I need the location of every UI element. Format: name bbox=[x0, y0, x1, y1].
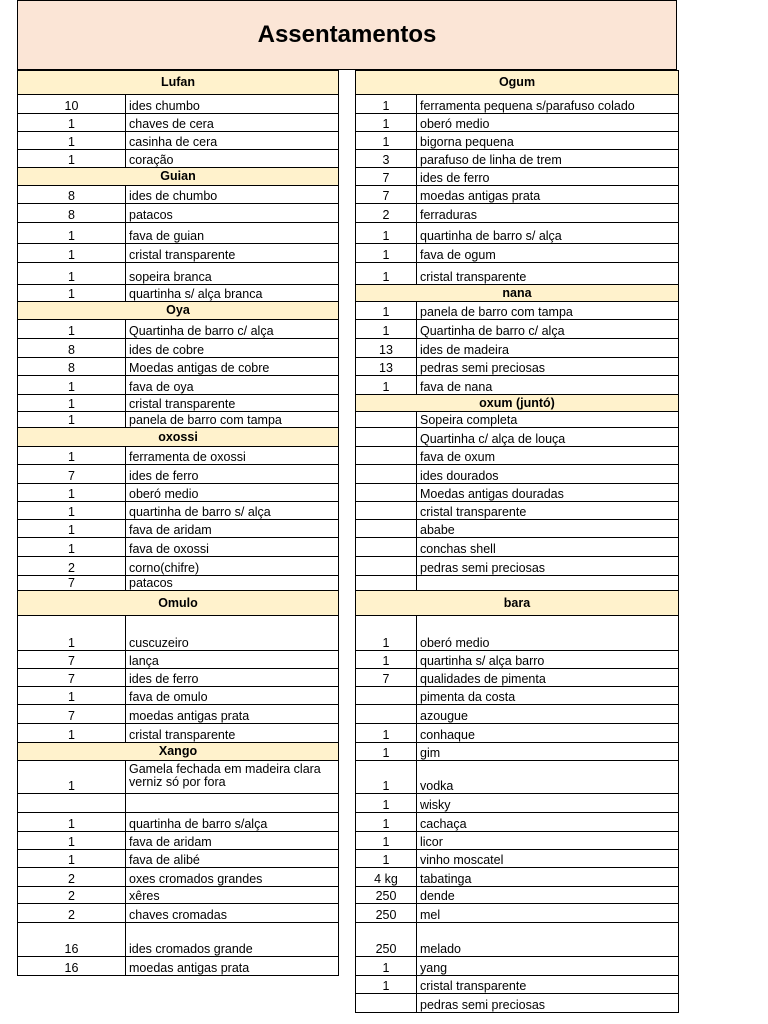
table-row bbox=[356, 976, 679, 994]
table-row bbox=[356, 794, 679, 813]
table-row bbox=[356, 616, 679, 651]
item-cell: panela de barro com tampa bbox=[126, 412, 339, 428]
table-row bbox=[18, 358, 339, 376]
item-cell: bigorna pequena bbox=[417, 132, 679, 150]
section-header-row bbox=[356, 591, 679, 616]
item-cell: pedras semi preciosas bbox=[417, 557, 679, 576]
quantity-cell: 13 bbox=[356, 339, 417, 358]
table-row bbox=[18, 923, 339, 957]
quantity-cell: 1 bbox=[18, 223, 126, 244]
item-cell: parafuso de linha de trem bbox=[417, 150, 679, 168]
table-row bbox=[18, 95, 339, 114]
item-cell: vinho moscatel bbox=[417, 850, 679, 868]
quantity-cell: 2 bbox=[18, 557, 126, 576]
table-row bbox=[18, 616, 339, 651]
table-row bbox=[356, 244, 679, 263]
table-row bbox=[18, 244, 339, 263]
section-header-row bbox=[18, 168, 339, 186]
quantity-cell: 1 bbox=[18, 761, 126, 794]
item-cell: Sopeira completa bbox=[417, 412, 679, 428]
table-row bbox=[18, 223, 339, 244]
table-row bbox=[18, 904, 339, 923]
quantity-cell: 1 bbox=[18, 832, 126, 850]
table-row bbox=[356, 339, 679, 358]
item-cell: patacos bbox=[126, 576, 339, 591]
table-row bbox=[18, 832, 339, 850]
item-cell: yang bbox=[417, 957, 679, 976]
quantity-cell bbox=[356, 994, 417, 1013]
quantity-cell: 1 bbox=[356, 223, 417, 244]
item-cell: pedras semi preciosas bbox=[417, 994, 679, 1013]
quantity-cell: 1 bbox=[356, 263, 417, 285]
quantity-cell bbox=[356, 705, 417, 724]
item-cell: conchas shell bbox=[417, 538, 679, 557]
quantity-cell: 1 bbox=[18, 285, 126, 302]
table-row bbox=[356, 994, 679, 1013]
page-title: Assentamentos bbox=[17, 0, 677, 70]
quantity-cell: 250 bbox=[356, 887, 417, 904]
table-row bbox=[18, 669, 339, 687]
table-row bbox=[18, 114, 339, 132]
table-row bbox=[356, 223, 679, 244]
table-row bbox=[356, 204, 679, 223]
quantity-cell: 1 bbox=[356, 302, 417, 320]
item-cell: fava de oxossi bbox=[126, 538, 339, 557]
section-header-row bbox=[18, 743, 339, 761]
quantity-cell: 2 bbox=[356, 204, 417, 223]
table-row bbox=[18, 320, 339, 339]
item-cell: ides de cobre bbox=[126, 339, 339, 358]
item-cell: ides dourados bbox=[417, 465, 679, 484]
table-row bbox=[18, 651, 339, 669]
item-cell: fava de guian bbox=[126, 223, 339, 244]
quantity-cell: 1 bbox=[356, 244, 417, 263]
quantity-cell: 1 bbox=[356, 794, 417, 813]
table-row bbox=[18, 204, 339, 223]
table-row bbox=[356, 832, 679, 850]
quantity-cell bbox=[356, 412, 417, 428]
table-row bbox=[18, 447, 339, 465]
section-header: Lufan bbox=[18, 71, 339, 95]
table-row bbox=[18, 887, 339, 904]
table-row bbox=[356, 376, 679, 395]
section-header: Guian bbox=[18, 168, 339, 186]
quantity-cell bbox=[356, 447, 417, 465]
item-cell: patacos bbox=[126, 204, 339, 223]
item-cell: ferramenta pequena s/parafuso colado bbox=[417, 95, 679, 114]
table-row bbox=[356, 484, 679, 502]
item-cell: Moedas antigas de cobre bbox=[126, 358, 339, 376]
table-row bbox=[18, 285, 339, 302]
table-row bbox=[356, 150, 679, 168]
item-cell: coração bbox=[126, 150, 339, 168]
table-row bbox=[18, 850, 339, 868]
table-row bbox=[356, 186, 679, 204]
quantity-cell: 1 bbox=[18, 616, 126, 651]
section-header-row bbox=[18, 302, 339, 320]
quantity-cell: 250 bbox=[356, 923, 417, 957]
table-row bbox=[356, 412, 679, 428]
quantity-cell: 13 bbox=[356, 358, 417, 376]
table-row bbox=[18, 186, 339, 204]
quantity-cell: 1 bbox=[356, 114, 417, 132]
quantity-cell: 8 bbox=[18, 339, 126, 358]
item-cell: lança bbox=[126, 651, 339, 669]
quantity-cell bbox=[356, 520, 417, 538]
quantity-cell: 1 bbox=[18, 376, 126, 395]
quantity-cell: 7 bbox=[356, 186, 417, 204]
quantity-cell: 1 bbox=[356, 743, 417, 761]
item-cell: wisky bbox=[417, 794, 679, 813]
table-row bbox=[18, 705, 339, 724]
table-row bbox=[356, 263, 679, 285]
item-cell: gim bbox=[417, 743, 679, 761]
item-cell: moedas antigas prata bbox=[126, 957, 339, 976]
item-cell: quartinha s/ alça barro bbox=[417, 651, 679, 669]
quantity-cell: 2 bbox=[18, 868, 126, 887]
quantity-cell: 7 bbox=[18, 669, 126, 687]
table-row bbox=[356, 320, 679, 339]
quantity-cell: 7 bbox=[18, 651, 126, 669]
quantity-cell bbox=[356, 484, 417, 502]
section-header-row bbox=[356, 395, 679, 412]
item-cell: xêres bbox=[126, 887, 339, 904]
item-cell: cristal transparente bbox=[417, 502, 679, 520]
table-row bbox=[356, 95, 679, 114]
item-cell: ferraduras bbox=[417, 204, 679, 223]
section-header: Oya bbox=[18, 302, 339, 320]
item-cell: qualidades de pimenta bbox=[417, 669, 679, 687]
quantity-cell: 1 bbox=[18, 724, 126, 743]
table-row bbox=[18, 794, 339, 813]
quantity-cell: 1 bbox=[356, 320, 417, 339]
table-row bbox=[18, 465, 339, 484]
item-cell: vodka bbox=[417, 761, 679, 794]
item-cell: fava de ogum bbox=[417, 244, 679, 263]
table-row bbox=[18, 557, 339, 576]
quantity-cell: 1 bbox=[18, 263, 126, 285]
left-table bbox=[17, 70, 339, 976]
quantity-cell: 8 bbox=[18, 186, 126, 204]
item-cell: casinha de cera bbox=[126, 132, 339, 150]
table-row bbox=[356, 520, 679, 538]
quantity-cell: 1 bbox=[356, 976, 417, 994]
item-cell: sopeira branca bbox=[126, 263, 339, 285]
item-cell: Quartinha de barro c/ alça bbox=[417, 320, 679, 339]
quantity-cell: 7 bbox=[18, 705, 126, 724]
item-cell: Quartinha c/ alça de louça bbox=[417, 428, 679, 447]
quantity-cell bbox=[18, 794, 126, 813]
table-row bbox=[356, 502, 679, 520]
section-header-row bbox=[356, 285, 679, 302]
quantity-cell: 1 bbox=[18, 850, 126, 868]
item-cell: ides de madeira bbox=[417, 339, 679, 358]
section-header: nana bbox=[356, 285, 679, 302]
table-row bbox=[356, 904, 679, 923]
item-cell: fava de nana bbox=[417, 376, 679, 395]
item-cell: moedas antigas prata bbox=[126, 705, 339, 724]
quantity-cell: 1 bbox=[18, 538, 126, 557]
item-cell: chaves cromadas bbox=[126, 904, 339, 923]
table-row bbox=[356, 687, 679, 705]
table-row bbox=[356, 868, 679, 887]
table-row bbox=[356, 923, 679, 957]
quantity-cell: 16 bbox=[18, 923, 126, 957]
item-cell: panela de barro com tampa bbox=[417, 302, 679, 320]
quantity-cell: 1 bbox=[18, 244, 126, 263]
quantity-cell: 1 bbox=[356, 957, 417, 976]
quantity-cell: 1 bbox=[356, 651, 417, 669]
table-row bbox=[356, 447, 679, 465]
quantity-cell: 1 bbox=[18, 132, 126, 150]
quantity-cell: 1 bbox=[18, 447, 126, 465]
quantity-cell: 1 bbox=[18, 520, 126, 538]
item-cell: oxes cromados grandes bbox=[126, 868, 339, 887]
quantity-cell: 10 bbox=[18, 95, 126, 114]
item-cell: fava de alibé bbox=[126, 850, 339, 868]
table-row bbox=[356, 887, 679, 904]
quantity-cell: 1 bbox=[356, 761, 417, 794]
table-row bbox=[18, 484, 339, 502]
table-row bbox=[356, 114, 679, 132]
table-row bbox=[18, 412, 339, 428]
item-cell: fava de omulo bbox=[126, 687, 339, 705]
quantity-cell bbox=[356, 557, 417, 576]
quantity-cell bbox=[356, 428, 417, 447]
table-row bbox=[356, 576, 679, 591]
item-cell: ides de ferro bbox=[126, 669, 339, 687]
section-header-row bbox=[356, 71, 679, 95]
item-cell: ides de ferro bbox=[126, 465, 339, 484]
quantity-cell: 1 bbox=[18, 813, 126, 832]
item-cell: moedas antigas prata bbox=[417, 186, 679, 204]
quantity-cell bbox=[356, 465, 417, 484]
table-row bbox=[356, 705, 679, 724]
item-cell: ides de ferro bbox=[417, 168, 679, 186]
item-cell: cristal transparente bbox=[126, 395, 339, 412]
quantity-cell: 1 bbox=[18, 150, 126, 168]
table-row bbox=[356, 428, 679, 447]
item-cell: melado bbox=[417, 923, 679, 957]
table-row bbox=[18, 395, 339, 412]
item-cell: Quartinha de barro c/ alça bbox=[126, 320, 339, 339]
item-cell: cristal transparente bbox=[126, 244, 339, 263]
table-row bbox=[356, 761, 679, 794]
quantity-cell: 7 bbox=[356, 168, 417, 186]
item-cell: oberó medio bbox=[126, 484, 339, 502]
quantity-cell: 3 bbox=[356, 150, 417, 168]
table-row bbox=[18, 263, 339, 285]
quantity-cell bbox=[356, 538, 417, 557]
section-header-row bbox=[18, 591, 339, 616]
item-cell: cuscuzeiro bbox=[126, 616, 339, 651]
item-cell: ides cromados grande bbox=[126, 923, 339, 957]
table-row bbox=[356, 957, 679, 976]
item-cell: pedras semi preciosas bbox=[417, 358, 679, 376]
table-row bbox=[18, 376, 339, 395]
quantity-cell: 1 bbox=[356, 813, 417, 832]
quantity-cell: 1 bbox=[356, 132, 417, 150]
section-header: Ogum bbox=[356, 71, 679, 95]
item-cell: cristal transparente bbox=[126, 724, 339, 743]
item-cell: pimenta da costa bbox=[417, 687, 679, 705]
quantity-cell: 1 bbox=[356, 724, 417, 743]
quantity-cell bbox=[356, 687, 417, 705]
table-row bbox=[356, 669, 679, 687]
item-cell: ferramenta de oxossi bbox=[126, 447, 339, 465]
quantity-cell: 8 bbox=[18, 358, 126, 376]
item-cell: quartinha s/ alça branca bbox=[126, 285, 339, 302]
table-row bbox=[18, 813, 339, 832]
item-cell bbox=[126, 794, 339, 813]
section-header-row bbox=[18, 71, 339, 95]
item-cell: fava de oxum bbox=[417, 447, 679, 465]
item-cell: cristal transparente bbox=[417, 263, 679, 285]
section-header: Omulo bbox=[18, 591, 339, 616]
table-row bbox=[356, 358, 679, 376]
quantity-cell: 1 bbox=[356, 850, 417, 868]
item-cell: corno(chifre) bbox=[126, 557, 339, 576]
table-row bbox=[18, 761, 339, 794]
item-cell: quartinha de barro s/ alça bbox=[417, 223, 679, 244]
item-cell bbox=[417, 576, 679, 591]
item-cell: quartinha de barro s/ alça bbox=[126, 502, 339, 520]
section-header: oxum (juntó) bbox=[356, 395, 679, 412]
quantity-cell: 7 bbox=[18, 576, 126, 591]
table-row bbox=[356, 132, 679, 150]
quantity-cell: 8 bbox=[18, 204, 126, 223]
table-row bbox=[18, 520, 339, 538]
table-row bbox=[18, 868, 339, 887]
section-header: bara bbox=[356, 591, 679, 616]
table-row bbox=[356, 168, 679, 186]
table-row bbox=[356, 302, 679, 320]
table-row bbox=[18, 132, 339, 150]
table-row bbox=[18, 538, 339, 557]
table-row bbox=[18, 502, 339, 520]
item-cell: ides chumbo bbox=[126, 95, 339, 114]
item-cell: ides de chumbo bbox=[126, 186, 339, 204]
table-row bbox=[356, 465, 679, 484]
table-row bbox=[18, 339, 339, 358]
item-cell: oberó medio bbox=[417, 114, 679, 132]
item-cell: Gamela fechada em madeira clara verniz só por fora bbox=[126, 761, 339, 794]
item-cell: ababe bbox=[417, 520, 679, 538]
table-row bbox=[18, 687, 339, 705]
quantity-cell: 4 kg bbox=[356, 868, 417, 887]
item-cell: quartinha de barro s/alça bbox=[126, 813, 339, 832]
quantity-cell: 16 bbox=[18, 957, 126, 976]
item-cell: dende bbox=[417, 887, 679, 904]
quantity-cell bbox=[356, 502, 417, 520]
table-row bbox=[18, 576, 339, 591]
item-cell: licor bbox=[417, 832, 679, 850]
section-header: oxossi bbox=[18, 428, 339, 447]
quantity-cell: 1 bbox=[18, 395, 126, 412]
item-cell: fava de oya bbox=[126, 376, 339, 395]
table-row bbox=[356, 724, 679, 743]
quantity-cell bbox=[356, 576, 417, 591]
right-table bbox=[355, 70, 679, 1013]
table-row bbox=[356, 557, 679, 576]
quantity-cell: 1 bbox=[356, 95, 417, 114]
item-cell: chaves de cera bbox=[126, 114, 339, 132]
item-cell: fava de aridam bbox=[126, 832, 339, 850]
table-row bbox=[18, 724, 339, 743]
table-row bbox=[356, 813, 679, 832]
quantity-cell: 1 bbox=[356, 832, 417, 850]
quantity-cell: 7 bbox=[18, 465, 126, 484]
item-cell: tabatinga bbox=[417, 868, 679, 887]
quantity-cell: 1 bbox=[18, 484, 126, 502]
quantity-cell: 2 bbox=[18, 904, 126, 923]
table-row bbox=[356, 850, 679, 868]
table-row bbox=[356, 538, 679, 557]
quantity-cell: 1 bbox=[356, 616, 417, 651]
item-cell: fava de aridam bbox=[126, 520, 339, 538]
quantity-cell: 1 bbox=[18, 687, 126, 705]
table-row bbox=[18, 957, 339, 976]
table-row bbox=[356, 743, 679, 761]
quantity-cell: 2 bbox=[18, 887, 126, 904]
quantity-cell: 1 bbox=[18, 502, 126, 520]
quantity-cell: 250 bbox=[356, 904, 417, 923]
table-row bbox=[356, 651, 679, 669]
item-cell: oberó medio bbox=[417, 616, 679, 651]
section-header-row bbox=[18, 428, 339, 447]
item-cell: azougue bbox=[417, 705, 679, 724]
item-cell: Moedas antigas douradas bbox=[417, 484, 679, 502]
table-row bbox=[18, 150, 339, 168]
item-cell: mel bbox=[417, 904, 679, 923]
quantity-cell: 1 bbox=[18, 412, 126, 428]
quantity-cell: 7 bbox=[356, 669, 417, 687]
quantity-cell: 1 bbox=[18, 320, 126, 339]
quantity-cell: 1 bbox=[356, 376, 417, 395]
item-cell: conhaque bbox=[417, 724, 679, 743]
item-cell: cachaça bbox=[417, 813, 679, 832]
section-header: Xango bbox=[18, 743, 339, 761]
quantity-cell: 1 bbox=[18, 114, 126, 132]
item-cell: cristal transparente bbox=[417, 976, 679, 994]
